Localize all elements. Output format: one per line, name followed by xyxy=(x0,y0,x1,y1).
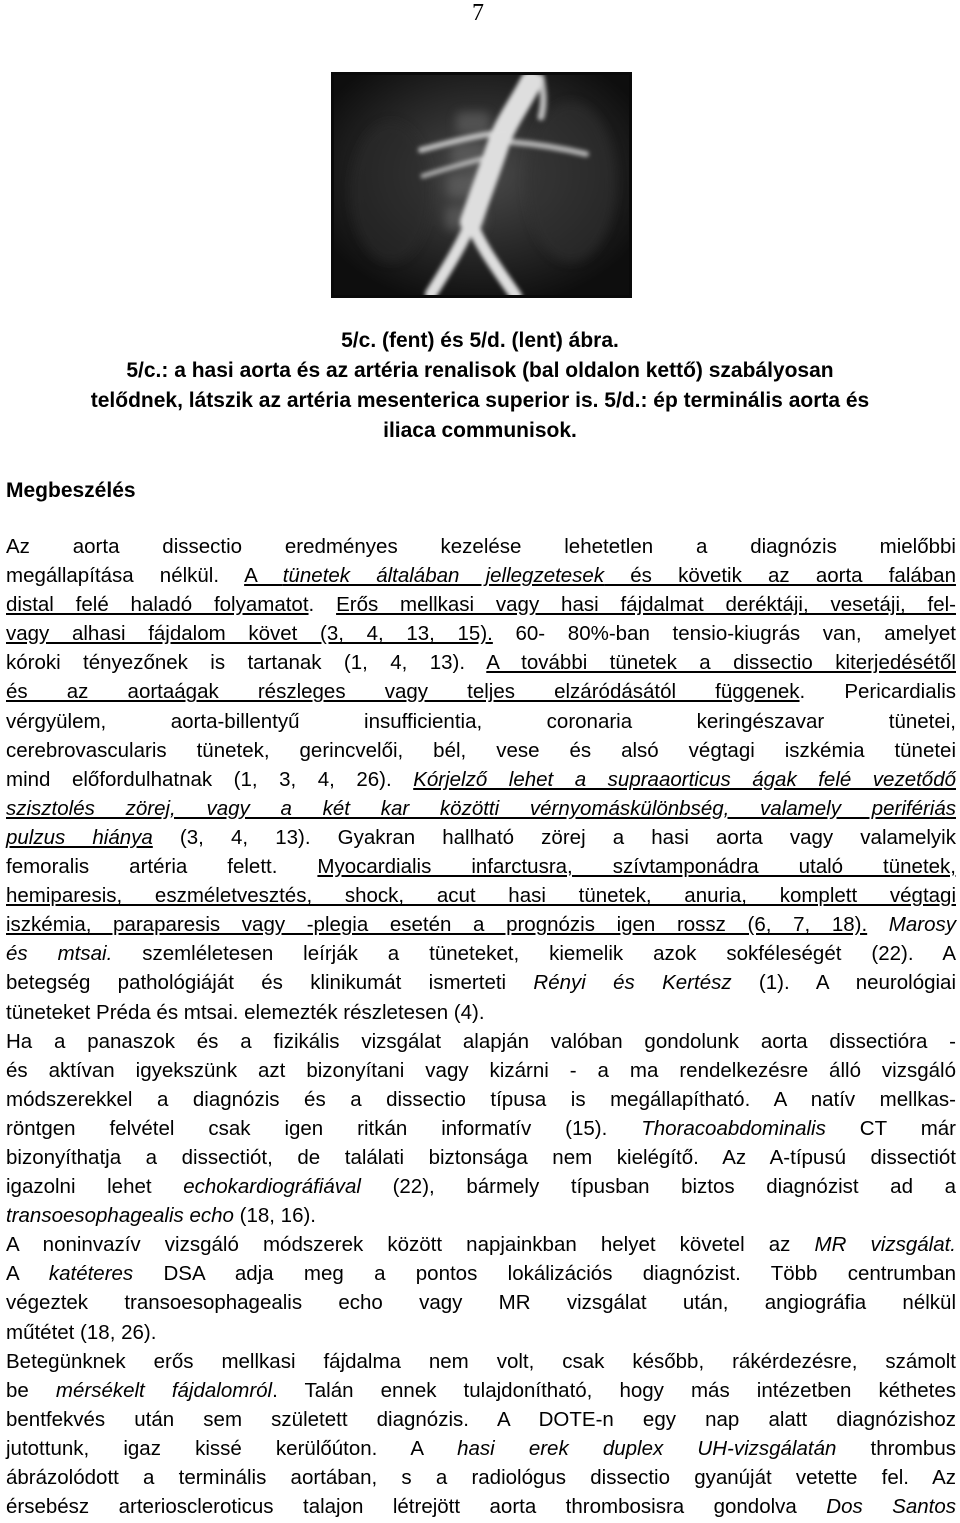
text-line xyxy=(6,1492,956,1521)
text-line xyxy=(6,1463,956,1492)
text-line xyxy=(6,852,956,881)
italic-text: tünetek általában jellegzetesek xyxy=(282,564,605,588)
italic-text: katéteres xyxy=(48,1262,134,1286)
text-line xyxy=(6,939,956,968)
text-line xyxy=(6,1259,956,1288)
text-line xyxy=(6,910,956,939)
text-segment: 60- 80%-ban tensio-kiugrás van, amelyet xyxy=(492,622,956,646)
text-line xyxy=(6,794,956,823)
text-segment: vérgyülem, aorta-billentyű insufficientia, coronaria keringészavar tünetei, xyxy=(6,709,956,733)
text-segment: CT már xyxy=(825,1116,956,1140)
text-segment: . Pericardialis xyxy=(799,680,956,704)
text-segment: tüneteket Préda és mtsai. elemezték részletesen (4). xyxy=(6,1000,485,1024)
italic-text: pulzus hiánya xyxy=(6,825,153,849)
text-segment: igazolni lehet xyxy=(6,1175,184,1199)
text-line xyxy=(6,1288,956,1317)
italic-text: hasi erek duplex UH-vizsgálatán xyxy=(457,1436,837,1460)
text-line xyxy=(6,1405,956,1434)
text-segment: és az aortaágak részleges vagy teljes elzáródásától függenek xyxy=(6,680,800,704)
text-segment: megállapítása nélkül. xyxy=(6,564,245,588)
text-line xyxy=(6,648,956,677)
italic-text: MR vizsgálat. xyxy=(814,1233,957,1257)
text-segment: distal felé haladó folyamatot xyxy=(6,593,309,617)
text-line xyxy=(6,1085,956,1114)
italic-text: mérsékelt fájdalomról xyxy=(55,1378,273,1402)
text-segment: kóroki tényezőnek is tartanak (1, 4, 13). xyxy=(6,651,487,675)
text-segment: mind előfordulhatnak (1, 3, 4, 26). xyxy=(6,767,414,791)
text-segment xyxy=(867,913,889,936)
text-segment: (3, 4, 13). Gyakran hallható zörej a hasi aorta vagy valamelyik xyxy=(152,825,956,849)
angiogram-figure xyxy=(331,72,632,298)
italic-text: echokardiográfiával xyxy=(183,1175,361,1199)
text-segment: és követik az aorta falában xyxy=(604,564,956,588)
italic-text: szisztolés zörej, vagy a két kar közötti vérnyomáskülönbség, valamely perifériás xyxy=(6,796,956,820)
italic-text: transoesophagealis echo xyxy=(6,1204,234,1228)
text-line xyxy=(6,1172,956,1201)
text-line xyxy=(6,1230,956,1259)
body-text xyxy=(6,532,956,1521)
text-line xyxy=(6,1056,956,1085)
text-segment: . Talán ennek tulajdonítható, hogy más intézetben kéthetes xyxy=(272,1378,956,1402)
caption-line: telődnek, látszik az artéria mesenterica superior is. 5/d.: ép terminális aorta és xyxy=(90,389,870,412)
text-segment: ábrázolódott a terminális aortában, s a radiológus dissectio gyanúját vetette fel. Az xyxy=(6,1466,956,1489)
text-line xyxy=(6,823,956,852)
page-number: 7 xyxy=(472,0,484,26)
text-line xyxy=(6,561,956,590)
text-segment: bizonyíthatja a dissectiót, de találati biztonsága nem kielégítő. Az A-típusú dissectiót xyxy=(6,1145,956,1169)
italic-text: Dos Santos xyxy=(826,1495,956,1519)
text-line xyxy=(6,1027,956,1056)
text-line xyxy=(6,1201,956,1230)
text-segment: A noninvazív vizsgáló módszerek között napjainkban helyet követel az xyxy=(6,1233,815,1257)
text-segment: A xyxy=(244,564,283,588)
text-segment: hemiparesis, eszméletvesztés, shock, acut hasi tünetek, anuria, komplett végtagi xyxy=(6,884,956,908)
text-line xyxy=(6,590,956,619)
text-line xyxy=(6,532,956,561)
text-line xyxy=(6,1143,956,1172)
italic-text: Rényi és Kertész xyxy=(533,971,732,995)
text-segment: és aktívan igyekszünk azt bizonyítani vagy kizárni - a ma rendelkezésre álló vizsgáló xyxy=(6,1058,956,1082)
text-line xyxy=(6,677,956,706)
text-segment: be xyxy=(6,1378,56,1402)
text-segment: DSA adja meg a pontos lokálizációs diagnózist. Több centrumban xyxy=(133,1262,956,1286)
text-segment: femoralis artéria felett. xyxy=(6,855,318,879)
text-line xyxy=(6,968,956,997)
text-segment: . xyxy=(308,593,337,617)
text-segment: A xyxy=(6,1262,49,1286)
text-segment: jutottunk, igaz kissé kerülőúton. A xyxy=(6,1436,458,1460)
text-segment: (1). A neurológiai xyxy=(731,971,957,995)
text-line xyxy=(6,1318,956,1347)
text-line xyxy=(6,1347,956,1376)
text-segment: bentfekvés után sem született diagnózis. A DOTE-n egy nap alatt diagnózishoz xyxy=(6,1407,956,1431)
text-segment: végeztek transoesophagealis echo vagy MR vizsgálat után, angiográfia nélkül xyxy=(6,1291,956,1315)
angiogram-image xyxy=(331,72,632,298)
italic-text: Marosy xyxy=(888,913,956,937)
text-line xyxy=(6,707,956,736)
text-segment: vagy alhasi fájdalom követ (3, 4, 13, 15). xyxy=(6,622,493,646)
text-line xyxy=(6,1434,956,1463)
caption-line: 5/c. (fent) és 5/d. (lent) ábra. xyxy=(341,329,619,352)
caption-line: iliaca communisok. xyxy=(383,419,577,442)
section-title: Megbeszélés xyxy=(6,479,136,502)
text-segment: Ha a panaszok és a fizikális vizsgálat alapján valóban gondolunk aorta dissectióra - xyxy=(6,1029,956,1053)
text-segment: Az aorta dissectio eredményes kezelése lehetetlen a diagnózis mielőbbi xyxy=(6,535,956,558)
text-segment: Betegünknek erős mellkasi fájdalma nem volt, csak később, rákérdezésre, számolt xyxy=(6,1349,956,1373)
text-line xyxy=(6,881,956,910)
text-segment: Erős mellkasi vagy hasi fájdalmat deréktáji, vesetáji, fel- xyxy=(336,593,956,617)
text-segment: műtétet (18, 26). xyxy=(6,1320,157,1344)
text-segment: betegség pathológiáját és klinikumát ismerteti xyxy=(6,971,534,995)
text-segment: (22), bármely típusban biztos diagnózist ad a xyxy=(360,1175,956,1199)
text-line xyxy=(6,765,956,794)
caption-line: 5/c.: a hasi aorta és az artéria renalisok (bal oldalon kettő) szabályosan xyxy=(126,359,834,382)
text-segment: Myocardialis infarctusra, szívtamponádra utaló tünetek, xyxy=(317,855,956,879)
text-segment: iszkémia, paraparesis vagy -plegia esetén a prognózis igen rossz (6, 7, 18). xyxy=(6,913,868,937)
italic-text: és mtsai. xyxy=(6,942,113,966)
text-segment: módszerekkel a diagnózis és a dissectio típusa is megállapítható. A natív mellkas- xyxy=(6,1087,956,1111)
text-segment: szemléletesen leírják a tüneteket, kiemelik azok sokféleségét (22). A xyxy=(112,942,956,966)
text-segment: cerebrovascularis tünetek, gerincvelői, bél, vese és alsó végtagi iszkémia tünetei xyxy=(6,738,956,762)
italic-text: Thoracoabdominalis xyxy=(641,1116,826,1140)
text-line xyxy=(6,1114,956,1143)
text-segment: érsebész arterioscleroticus talajon létrejött aorta thrombosisra gondolva xyxy=(6,1495,827,1519)
text-line xyxy=(6,998,956,1027)
italic-text: Kórjelző lehet a supraaorticus ágak felé vezetődő xyxy=(413,767,956,791)
text-segment: röntgen felvétel csak igen ritkán informatív (15). xyxy=(6,1116,642,1140)
text-segment: A további tünetek a dissectio kiterjedésétől xyxy=(486,651,956,675)
text-line xyxy=(6,736,956,765)
text-line xyxy=(6,1376,956,1405)
text-segment: (18, 16). xyxy=(233,1204,316,1228)
figure-caption xyxy=(0,326,960,446)
text-line xyxy=(6,619,956,648)
text-segment: thrombus xyxy=(836,1436,956,1460)
